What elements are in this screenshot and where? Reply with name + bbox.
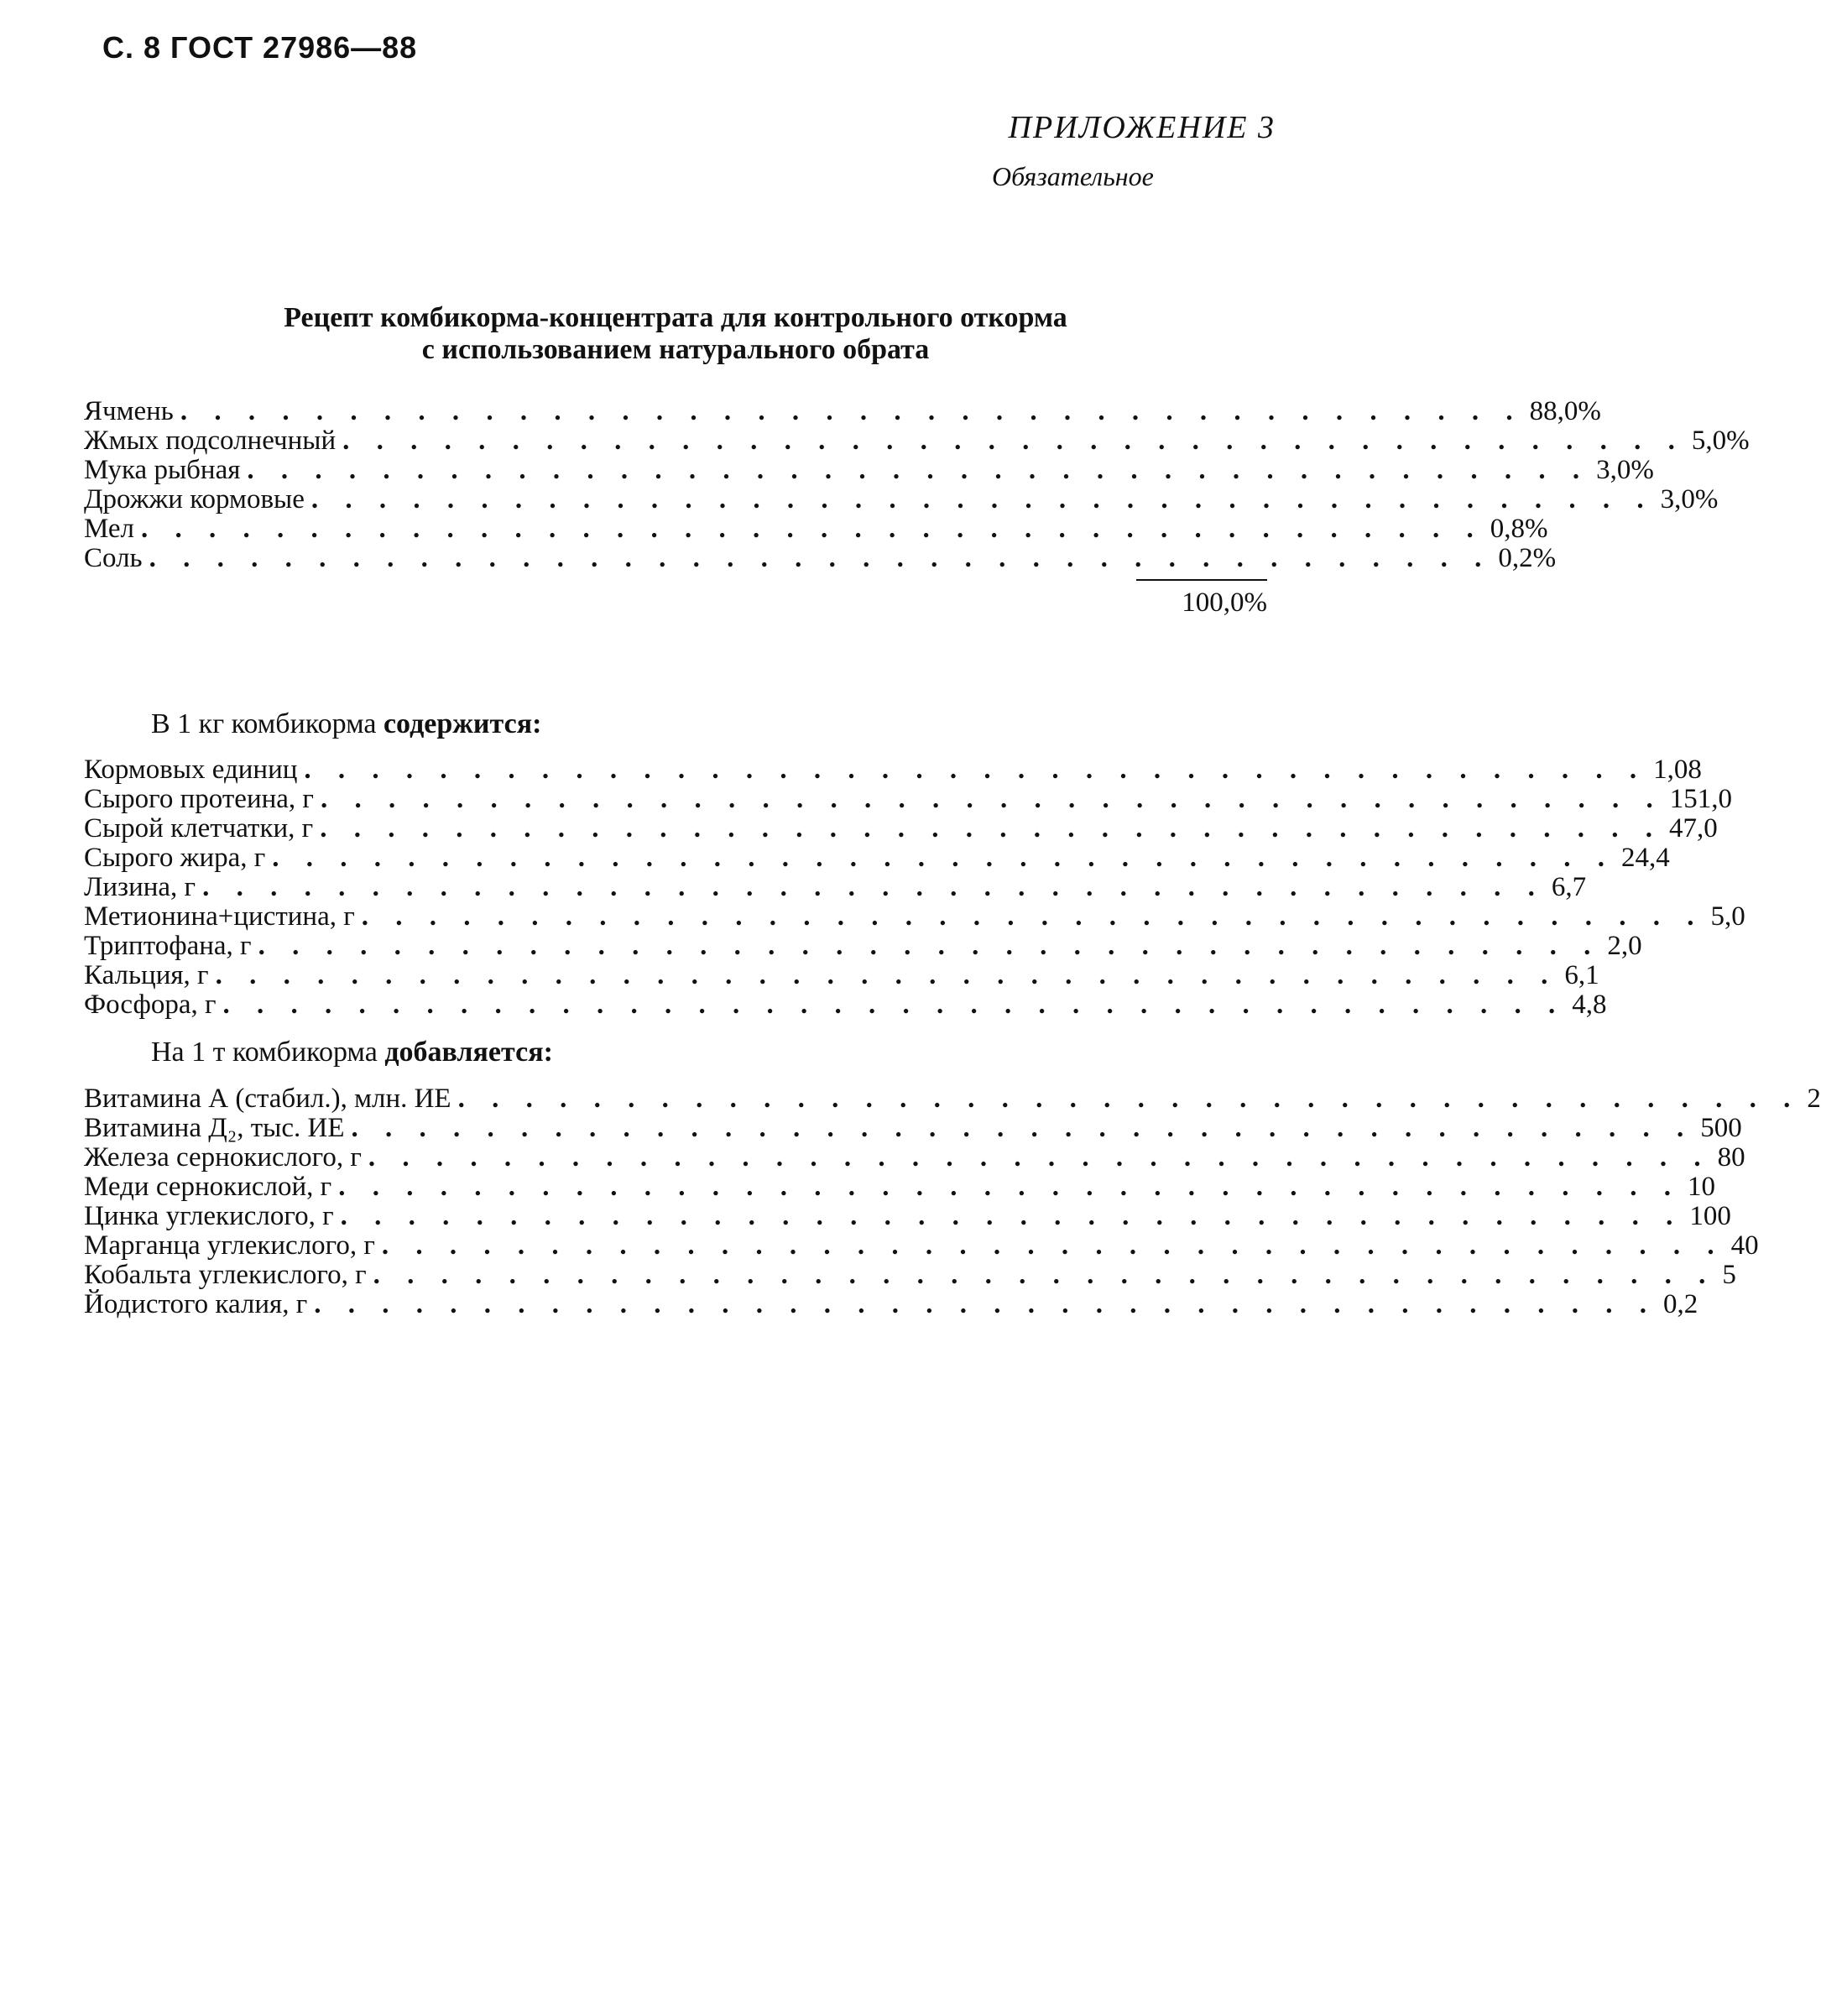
contents-heading-bold: содержится: [383,708,542,739]
recipe-row [84,514,1548,544]
contents-item-name: Кормовых единиц [84,755,298,785]
additives-list [84,1084,1821,1319]
page-header: С. 8 ГОСТ 27986—88 [102,30,418,65]
recipe-row [84,396,1601,426]
appendix-status: Обязательное [992,161,1154,191]
recipe-item-name: Мел [84,514,135,544]
dot-leader: . . . . . . . . . . . . . . . . . . . . . . . . . . . . . . . . . . . . . . . . [361,901,1704,932]
contents-heading [151,708,541,740]
contents-row [84,784,1732,814]
additives-item-value: 100 [1689,1201,1731,1231]
contents-item-value: 6,7 [1551,872,1587,902]
recipe-item-name: Дрожжи кормовые [84,484,305,514]
dot-leader: . . . . . . . . . . . . . . . . . . . . . . . . . . . . . . . . . . . . . . . . [457,1084,1801,1114]
title-line-2: с использованием натурального обрата [421,334,930,365]
additives-item-value: 10 [1687,1172,1715,1202]
additives-item-value: 0,2 [1663,1289,1698,1319]
additives-heading [151,1037,553,1068]
dot-leader: . . . . . . . . . . . . . . . . . . . . . . . . . . . . . . . . . . . . . . . . [351,1113,1694,1143]
contents-item-name: Сырой клетчатки, г [84,813,314,843]
recipe-item-value: 0,2% [1498,543,1557,573]
additives-item-name: Марганца углекислого, г [84,1230,375,1261]
additives-row [84,1113,1742,1143]
additives-item-name: Йодистого калия, г [84,1289,308,1319]
additives-heading-text: На 1 т комбикорма [151,1037,385,1068]
additives-item-name: Цинка углекислого, г [84,1201,334,1231]
dot-leader: . . . . . . . . . . . . . . . . . . . . . . . . . . . . . . . . . . . . . . . . [304,755,1647,785]
contents-item-name: Кальция, г [84,960,209,990]
contents-row [84,755,1702,785]
contents-list [84,755,1745,1020]
contents-item-name: Метионина+цистина, г [84,901,355,932]
recipe-total: 100,0% [1182,588,1267,618]
recipe-row [84,484,1719,514]
dot-leader: . . . . . . . . . . . . . . . . . . . . . . . . . . . . . . . . . . . . . . . . [320,784,1663,814]
additives-item-value: 80 [1717,1142,1745,1173]
dot-leader: . . . . . . . . . . . . . . . . . . . . . . . . . . . . . . . . . . . . . . . . [272,843,1615,873]
contents-row [84,813,1718,843]
additives-item-value: 5 [1722,1260,1736,1290]
additives-item-name: Железа сернокислого, г [84,1142,362,1173]
dot-leader: . . . . . . . . . . . . . . . . . . . . . . . . . . . . . . . . . . . . . . . . [373,1260,1716,1290]
recipe-item-name: Ячмень [84,396,174,426]
additives-item-value: 500 [1700,1113,1742,1143]
recipe-item-name: Жмых подсолнечный [84,426,337,456]
contents-item-value: 24,4 [1621,843,1670,873]
recipe-list [84,396,1750,573]
title-line-1: Рецепт комбикорма-концентрата для контрольного откорма [284,302,1067,333]
recipe-item-value: 0,8% [1490,514,1548,544]
dot-leader: . . . . . . . . . . . . . . . . . . . . . . . . . . . . . . . . . . . . . . . . [314,1289,1657,1319]
dot-leader: . . . . . . . . . . . . . . . . . . . . . . . . . . . . . . . . . . . . . . . . [180,396,1523,426]
additives-item-name: Кобальта углекислого, г [84,1260,367,1290]
dot-leader: . . . . . . . . . . . . . . . . . . . . . . . . . . . . . . . . . . . . . . . . [342,426,1685,456]
contents-item-name: Сырого протеина, г [84,784,314,814]
contents-item-name: Триптофана, г [84,931,252,961]
additives-item-name: Витамина А (стабил.), млн. ИЕ [84,1084,451,1114]
recipe-item-value: 3,0% [1660,484,1719,514]
recipe-item-name: Соль [84,543,143,573]
contents-item-value: 6,1 [1564,960,1599,990]
contents-item-value: 47,0 [1668,813,1718,843]
additives-row [84,1172,1715,1202]
contents-row [84,843,1670,873]
dot-leader: . . . . . . . . . . . . . . . . . . . . . . . . . . . . . . . . . . . . . . . . [247,455,1590,485]
recipe-item-value: 88,0% [1529,396,1601,426]
recipe-row [84,543,1557,573]
recipe-row [84,455,1654,485]
contents-row [84,990,1607,1020]
recipe-row [84,426,1750,456]
dot-leader: . . . . . . . . . . . . . . . . . . . . . . . . . . . . . . . . . . . . . . . . [368,1142,1711,1173]
additives-row [84,1201,1731,1231]
dot-leader: . . . . . . . . . . . . . . . . . . . . . . . . . . . . . . . . . . . . . . . . [381,1230,1724,1261]
additives-row [84,1289,1698,1319]
dot-leader: . . . . . . . . . . . . . . . . . . . . . . . . . . . . . . . . . . . . . . . . [202,872,1545,902]
dot-leader: . . . . . . . . . . . . . . . . . . . . . . . . . . . . . . . . . . . . . . . . [215,960,1558,990]
contents-row [84,901,1745,932]
dot-leader: . . . . . . . . . . . . . . . . . . . . . . . . . . . . . . . . . . . . . . . . [340,1201,1683,1231]
dot-leader: . . . . . . . . . . . . . . . . . . . . . . . . . . . . . . . . . . . . . . . . [149,543,1492,573]
additives-row [84,1260,1736,1290]
additives-row [84,1084,1821,1114]
additives-row [84,1142,1745,1173]
contents-row [84,960,1599,990]
sum-rule [1136,579,1267,581]
recipe-item-name: Мука рыбная [84,455,241,485]
contents-heading-text: В 1 кг комбикорма [151,708,384,739]
additives-item-name: Витамина Д₂, тыс. ИЕ [84,1113,345,1143]
dot-leader: . . . . . . . . . . . . . . . . . . . . . . . . . . . . . . . . . . . . . . . . [338,1172,1681,1202]
contents-item-name: Лизина, г [84,872,196,902]
contents-item-value: 5,0 [1710,901,1745,932]
additives-row [84,1230,1759,1261]
dot-leader: . . . . . . . . . . . . . . . . . . . . . . . . . . . . . . . . . . . . . . . . [258,931,1601,961]
additives-heading-bold: добавляется: [384,1037,553,1068]
dot-leader: . . . . . . . . . . . . . . . . . . . . . . . . . . . . . . . . . . . . . . . . [320,813,1662,843]
contents-item-value: 4,8 [1572,990,1607,1020]
contents-item-value: 1,08 [1653,755,1702,785]
recipe-item-value: 5,0% [1691,426,1750,456]
contents-row [84,872,1587,902]
contents-item-name: Сырого жира, г [84,843,266,873]
dot-leader: . . . . . . . . . . . . . . . . . . . . . . . . . . . . . . . . . . . . . . . . [310,484,1654,514]
additives-item-value: 40 [1730,1230,1759,1261]
dot-leader: . . . . . . . . . . . . . . . . . . . . . . . . . . . . . . . . . . . . . . . . [141,514,1484,544]
additives-item-name: Меди сернокислой, г [84,1172,332,1202]
contents-row [84,931,1642,961]
contents-item-name: Фосфора, г [84,990,217,1020]
appendix-label: ПРИЛОЖЕНИЕ 3 [1008,110,1276,145]
dot-leader: . . . . . . . . . . . . . . . . . . . . . . . . . . . . . . . . . . . . . . . . [222,990,1566,1020]
contents-item-value: 2,0 [1607,931,1642,961]
recipe-item-value: 3,0% [1596,455,1654,485]
contents-item-value: 151,0 [1669,784,1732,814]
additives-item-value: 2 [1807,1084,1821,1114]
